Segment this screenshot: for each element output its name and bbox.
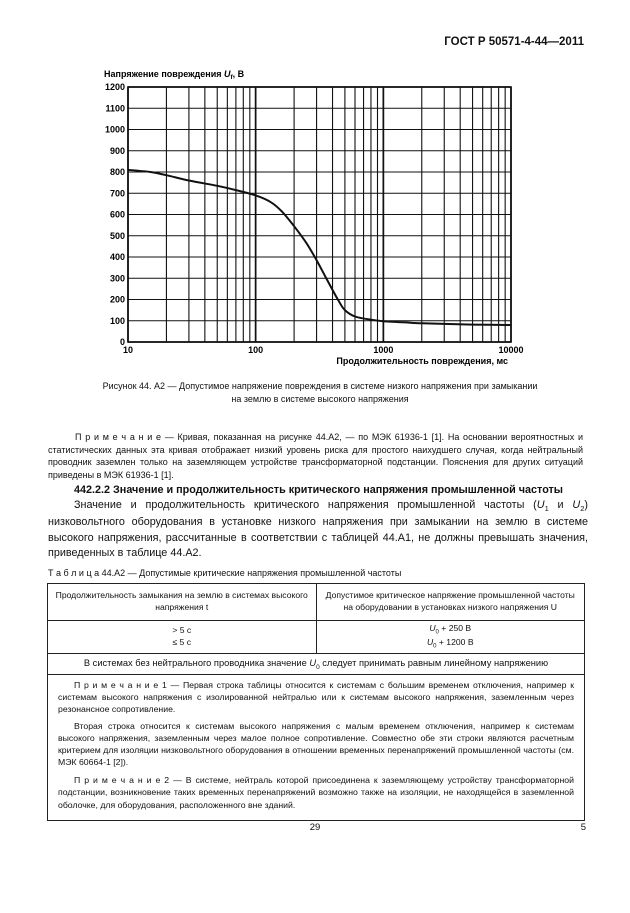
table-caption: Т а б л и ц а 44.А2 — Допустимые критические напряжения промышленной частоты [48,568,402,578]
y-tick-label: 900 [109,145,125,156]
fault-voltage-chart [0,0,630,380]
x-tick-label: 10 [122,345,134,355]
x-axis-label: Продолжительность повреждения, мс [336,356,508,366]
col-header-duration: Продолжительность замыкания на землю в системах высокого напряжения t [48,584,317,621]
y-tick-label: 1200 [104,82,125,92]
section-paragraph: Значение и продолжительность критического напряжения промышленной частоты ($U_1$ и $U_2$) низковольтного оборудования в установке низкого напряжения при замыкании на землю в системе высокого напряжения, рассчитанные в соответствии с таблицей 44.А1, не должны превышать значения, приведенных в таблице 44.А2. [48,499,588,559]
figure-note [48,431,583,481]
y-axis-label: Напряжение повреждения $U_f$, В [104,69,245,81]
table-note-1-continued: Вторая строка относится к системам высокого напряжения с малым временем отключения, например к системам высокого напряжения, заземленным через малое полное сопротивление. Совместно обе эти строки являются расчетным критерием для изоляции низковольтного оборудования в отношении временных перенапряжений промышленной частоты (см. МЭК 60664-1 [2]). [58,720,574,768]
y-tick-label: 500 [109,230,125,241]
y-tick-label: 1000 [104,124,125,135]
section-number: 442.2.2 [74,484,111,496]
section-heading [48,483,588,498]
table-header-row [48,584,585,621]
voltage-cell: $U_0 + 250$ В $U_0 + 1200$ В [316,621,585,654]
table-notes-row [48,675,585,821]
y-tick-label: 700 [109,188,125,199]
y-tick-label: 0 [119,337,125,347]
section-442-2-2 [48,483,588,561]
note-text: — Кривая, показанная на рисунке 44.А2, — по МЭК 61936-1 [1]. На основании вероятностных и статистических данных эта кривая отображает низкий уровень риска для простого наихудшего случая, когда нейтральный проводник заземлен только на заземляющем устройстве трансформаторной подстанции. Пояснения для других ситуаций приведены в МЭК 61936-1 [1]. [48,432,583,480]
y-tick-label: 400 [109,252,125,262]
critical-voltage-table [47,583,585,821]
page-number-right: 5 [580,822,586,833]
x-tick-label: 1000 [373,345,394,355]
y-tick-label: 1100 [105,103,125,114]
table-row [48,621,585,654]
table-note-2: П р и м е ч а н и е 2 — В системе, нейтраль которой присоединена к заземляющему устройству трансформаторной подстанции, возникновение таких временных перенапряжений возможно также на изоляции, не находящейся в заземленной оболочке, для оборудования, расположенного вне зданий. [58,775,574,810]
note-label: П р и м е ч а н и е [75,432,162,442]
figure-caption-line2: на землю в системе высокого напряжения [231,394,409,405]
x-tick-label: 10000 [498,345,524,355]
col-header-voltage: Допустимое критическое напряжение промышленной частоты на оборудовании в установках низкого напряжения U [316,584,585,621]
figure-caption [60,380,580,406]
section-title: Значение и продолжительность критического напряжения промышленной частоты [113,484,564,496]
standard-header: ГОСТ Р 50571-4-44—2011 [444,36,584,48]
y-tick-label: 300 [109,273,125,284]
figure-caption-line1: Рисунок 44. А2 — Допустимое напряжение повреждения в системе низкого напряжения при замыкании [102,381,538,391]
duration-cell: > 5 с ≤ 5 с [48,621,317,654]
x-tick-label: 100 [248,345,264,355]
page-number: 29 [309,822,321,833]
y-tick-label: 600 [109,209,125,220]
y-tick-label: 800 [109,167,125,177]
table-span-row: В системах без нейтрального проводника значение $U_0$ следует принимать равным линейному напряжению [48,654,585,675]
y-tick-label: 100 [109,315,125,326]
y-tick-label: 200 [109,294,125,305]
table-note-1: П р и м е ч а н и е 1 — Первая строка таблицы относится к системам с большим временем отключения, например к системам высокого напряжения с изолированной нейтралью или к системам высокого напряжения, заземленным через резонансное сопротивление. [58,680,574,715]
